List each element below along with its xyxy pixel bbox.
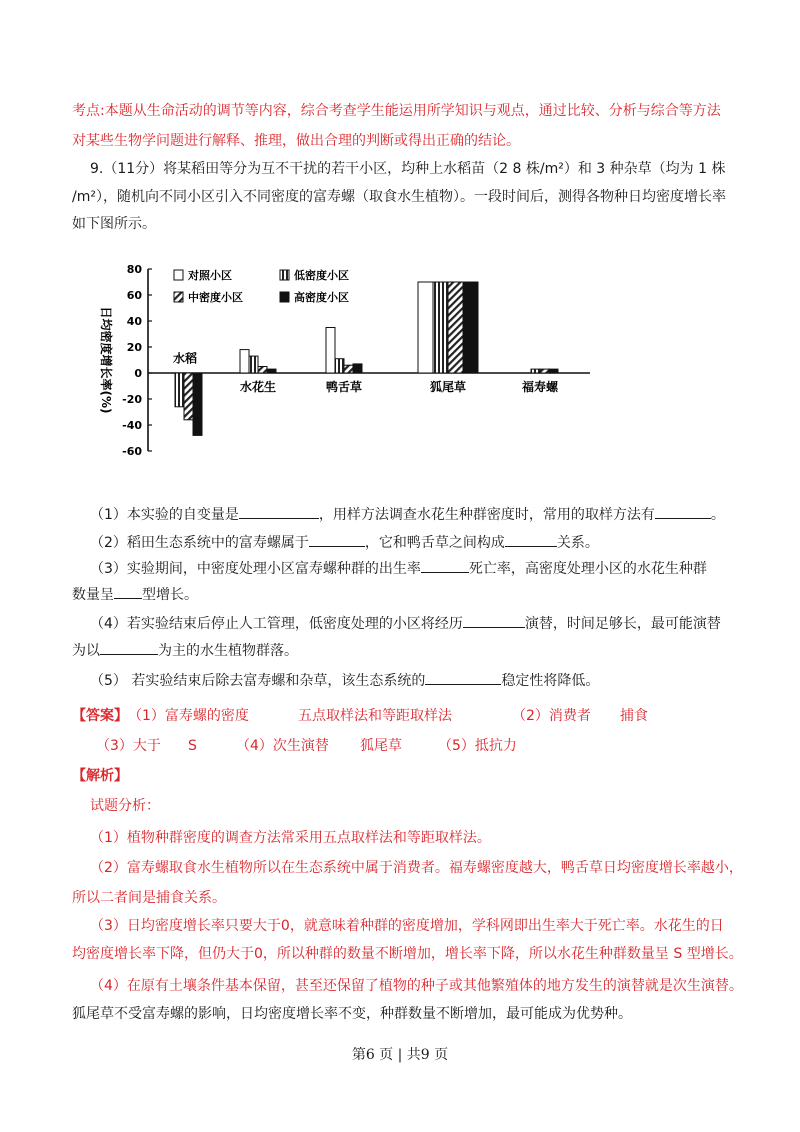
category-label: 福寿螺 (521, 380, 559, 394)
subq-4-text-a: （4）若实验结束后停止人工管理，低密度处理的小区将经历 (90, 616, 463, 632)
blank-8[interactable] (100, 640, 158, 655)
y-tick-label: -20 (122, 393, 142, 406)
bar-3-1 (433, 282, 448, 373)
category-label: 水花生 (239, 380, 277, 394)
question-line-3: 如下图所示。 (72, 216, 156, 232)
blank-4[interactable] (505, 532, 557, 547)
answer-2: （2）消费者 (512, 708, 591, 724)
bar-0-1 (175, 373, 184, 407)
y-tick-label: 60 (126, 289, 142, 302)
bar-0-3 (193, 373, 202, 435)
analysis-p4b: 狐尾草不受富寿螺的影响，日均密度增长率不变，种群数量不断增加，最可能成为优势种。 (72, 1006, 632, 1022)
analysis-p4a: （4）在原有土壤条件基本保留，甚至还保留了植物的种子或其他繁殖体的地方发生的演替就是次生演替。 (90, 978, 743, 994)
legend-label: 中密度小区 (188, 291, 243, 304)
blank-2[interactable] (655, 504, 711, 519)
subq-1-text-b: ，用样方法调查水花生种群密度时，常用的取样方法有 (318, 507, 655, 523)
subq-3-text-b: 死亡率，高密度处理小区的水花生种群 (468, 561, 707, 577)
subq-5 (90, 670, 599, 691)
page-footer: 第6 页 | 共9 页 (351, 1047, 449, 1063)
y-tick-label: 0 (134, 367, 142, 380)
subq-5-text-b: 稳定性将降低。 (501, 673, 600, 689)
subq-3-cont (72, 584, 198, 605)
subq-5-text-a: （5） 若实验结束后除去富寿螺和杂草，该生态系统的 (90, 673, 426, 689)
answer-1b: 五点取样法和等距取样法 (298, 708, 452, 724)
bar-3-0 (418, 282, 433, 373)
legend-swatch (174, 270, 183, 280)
subq-4-cont (72, 640, 298, 661)
blank-3[interactable] (309, 532, 365, 547)
blank-5[interactable] (421, 558, 469, 573)
legend-swatch (174, 292, 183, 302)
y-tick-label: 40 (126, 315, 142, 328)
subq-4 (90, 613, 721, 634)
bar-2-2 (344, 365, 353, 373)
answer-3: （3）大于 (96, 738, 161, 754)
category-label: 鸭舌草 (325, 380, 363, 394)
subq-3-text-a: （3）实验期间，中密度处理小区富寿螺种群的出生率 (90, 561, 421, 577)
y-tick-label: -60 (122, 445, 142, 458)
subq-1-text-c: 。 (710, 507, 725, 523)
analysis-p1: （1）植物种群密度的调查方法常采用五点取样法和等距取样法。 (90, 830, 491, 846)
y-axis-title: 日均密度增长率(%) (99, 306, 113, 414)
subq-3-text-d: 型增长。 (142, 587, 198, 603)
subq-1 (90, 504, 725, 525)
blank-6[interactable] (114, 584, 142, 599)
bar-3-2 (448, 282, 463, 373)
answer-tag: 【答案】 (72, 708, 128, 724)
y-tick-label: -40 (122, 419, 142, 432)
answer-3b: S (188, 738, 197, 754)
category-label: 水稻 (172, 351, 198, 366)
subq-2-text-b: ，它和鸭舌草之间构成 (364, 535, 505, 551)
bar-chart (90, 255, 600, 470)
bar-3-3 (463, 282, 478, 373)
legend-label: 低密度小区 (294, 269, 349, 282)
bar-1-1 (249, 356, 258, 373)
subq-2-text-c: 关系。 (556, 535, 599, 551)
analysis-p3b: 均密度增长率下降，但仍大于0，所以种群的数量不断增加，增长率下降，所以水花生种群数量呈 S 型增长。 (72, 946, 743, 962)
answer-1: （1）富寿螺的密度 (128, 708, 249, 724)
subq-2-text-a: （2）稻田生态系统中的富寿螺属于 (90, 535, 309, 551)
subq-4-text-b: 演替，时间足够长，最可能演替 (524, 616, 721, 632)
bar-2-3 (353, 364, 362, 373)
blank-7[interactable] (463, 613, 525, 628)
question-line-2: /m²），随机向不同小区引入不同密度的富寿螺（取食水生植物）。一段时间后，测得各物种日均密度增长率 (72, 189, 726, 205)
bar-2-0 (326, 328, 335, 374)
legend-swatch (280, 292, 289, 302)
legend-label: 对照小区 (188, 269, 232, 282)
subq-1-text-a: （1）本实验的自变量是 (90, 507, 239, 523)
bar-0-2 (184, 373, 193, 420)
subq-3-text-c: 数量呈 (72, 587, 114, 603)
blank-1[interactable] (239, 504, 319, 519)
bar-4-3 (549, 369, 558, 373)
subq-4-text-d: 为主的水生植物群落。 (158, 643, 298, 659)
legend-label: 高密度小区 (294, 291, 349, 304)
bar-1-0 (240, 350, 249, 373)
kaodian-line-1: 考点:本题从生命活动的调节等内容，综合考查学生能运用所学知识与观点，通过比较、分析与综合等方法 (72, 103, 721, 119)
category-label: 狐尾草 (429, 380, 467, 394)
answer-5: （5）抵抗力 (438, 738, 517, 754)
analysis-p2b: 所以二者间是捕食关系。 (72, 890, 226, 906)
kaodian-line-2: 对某些生物学问题进行解释、推理，做出合理的判断或得出正确的结论。 (72, 133, 520, 149)
bar-1-2 (258, 367, 267, 374)
subq-4-text-c: 为以 (72, 643, 100, 659)
y-tick-label: 20 (126, 341, 142, 354)
answer-4b: 狐尾草 (360, 738, 402, 754)
bar-2-1 (335, 359, 344, 373)
analysis-tag: 【解析】 (72, 768, 128, 784)
bar-1-3 (267, 369, 276, 373)
y-tick-label: 80 (126, 263, 142, 276)
legend-swatch (280, 270, 289, 280)
subq-2 (90, 532, 599, 553)
analysis-title: 试题分析： (90, 798, 160, 814)
answer-4: （4）次生演替 (236, 738, 329, 754)
analysis-p2a: （2）富寿螺取食水生植物所以在生态系统中属于消费者。福寿螺密度越大，鸭舌草日均密度增长率越小， (90, 860, 743, 876)
answer-2b: 捕食 (620, 708, 648, 724)
question-line-1: 9.（11分）将某稻田等分为互不干扰的若干小区，均种上水稻苗（2 8 株/m²）和 3 种杂草（均为 1 株 (90, 161, 726, 177)
bar-4-2 (540, 369, 549, 373)
analysis-p3a: （3）日均密度增长率只要大于0，就意味着种群的密度增加，学科网即出生率大于死亡率。水花生的日 (90, 918, 724, 934)
bar-4-1 (531, 369, 540, 373)
blank-9[interactable] (425, 670, 501, 685)
subq-3 (90, 558, 707, 579)
